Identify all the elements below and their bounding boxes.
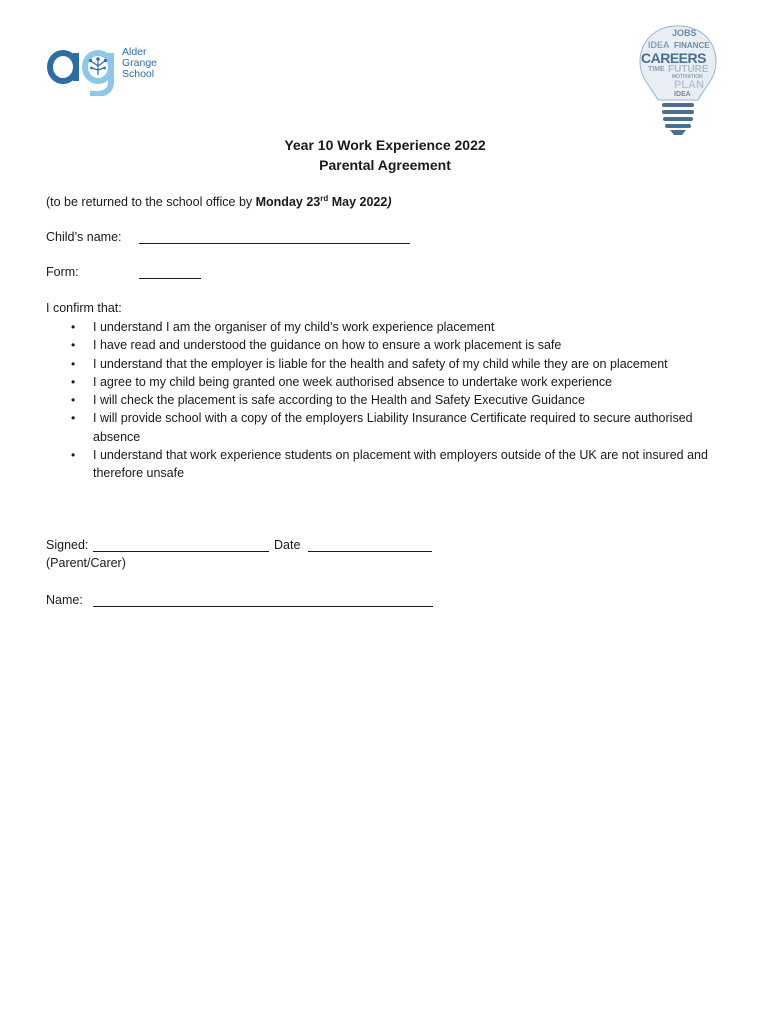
list-item	[46, 336, 736, 354]
date-field[interactable]	[308, 551, 432, 552]
return-note-prefix: (to be returned to the school office by	[46, 195, 256, 209]
bulb-word-motivation: MOTIVATION	[672, 74, 703, 80]
return-note-superscript: rd	[320, 194, 329, 203]
bullet-icon: •	[71, 374, 76, 389]
name-field[interactable]	[93, 606, 433, 607]
bulb-word-finance: FINANCE	[674, 41, 710, 50]
child-name-label: Child’s name:	[46, 230, 122, 244]
list-item-text: I agree to my child being granted one week authorised absence to undertake work experience	[93, 374, 613, 389]
list-item-text: I understand that the employer is liable for the health and safety of my child while they are on placement	[93, 356, 668, 371]
list-item-text: I understand I am the organiser of my child’s work experience placement	[93, 320, 495, 334]
bulb-word-plan: PLAN	[674, 79, 704, 91]
return-note-month: May 2022	[328, 195, 388, 209]
school-name	[122, 47, 157, 80]
confirm-intro: I confirm that:	[46, 301, 122, 315]
list-item-text: I will check the placement is safe according to the Health and Safety Executive Guidance	[93, 393, 585, 408]
bullet-icon: •	[71, 320, 76, 334]
bulb-word-idea: IDEA	[648, 40, 670, 50]
ag-monogram-icon	[46, 42, 124, 96]
bullet-icon: •	[71, 411, 76, 426]
school-logo	[46, 42, 176, 96]
list-item-text: I understand that work experience students on placement with employers outside of the UK are not insured and therefore unsafe	[93, 448, 708, 481]
list-item	[46, 373, 736, 391]
confirmation-list	[46, 318, 736, 483]
return-note	[46, 194, 391, 209]
return-note-day: Monday 23	[255, 195, 321, 209]
name-label: Name:	[46, 593, 83, 607]
school-name-line-3: School	[122, 68, 155, 80]
date-label: Date	[274, 538, 301, 552]
school-name-line-2: Grange	[122, 57, 158, 69]
list-item	[46, 446, 736, 483]
school-name-line-1: Alder	[122, 46, 147, 58]
form-field[interactable]	[139, 278, 201, 279]
bulb-word-future: FUTURE	[668, 64, 709, 75]
bullet-icon: •	[71, 448, 76, 463]
signature-field[interactable]	[93, 551, 269, 552]
careers-bulb-graphic	[636, 24, 720, 136]
bullet-icon: •	[71, 356, 76, 371]
list-item	[46, 391, 736, 409]
bulb-word-time: TIME	[648, 66, 665, 73]
bullet-icon: •	[71, 393, 76, 408]
list-item-text: I have read and understood the guidance on how to ensure a work placement is safe	[93, 338, 562, 353]
return-note-suffix: )	[387, 195, 392, 209]
signed-label: Signed:	[46, 538, 89, 552]
child-name-field[interactable]	[139, 243, 410, 244]
list-item	[46, 355, 736, 373]
form-label: Form:	[46, 265, 79, 279]
document-title: Year 10 Work Experience 2022	[284, 137, 486, 153]
bullet-icon: •	[71, 338, 76, 353]
list-item	[46, 409, 736, 446]
bulb-word-jobs: JOBS	[672, 28, 697, 38]
document-subtitle: Parental Agreement	[319, 157, 451, 173]
parent-carer-label: (Parent/Carer)	[46, 556, 126, 570]
list-item-text: I will provide school with a copy of the employers Liability Insurance Certificate required to secure authorised absence	[93, 411, 693, 444]
list-item	[46, 318, 736, 336]
bulb-word-idea-2: IDEA	[674, 91, 691, 98]
bulb-word-careers: CAREERS	[641, 50, 706, 66]
